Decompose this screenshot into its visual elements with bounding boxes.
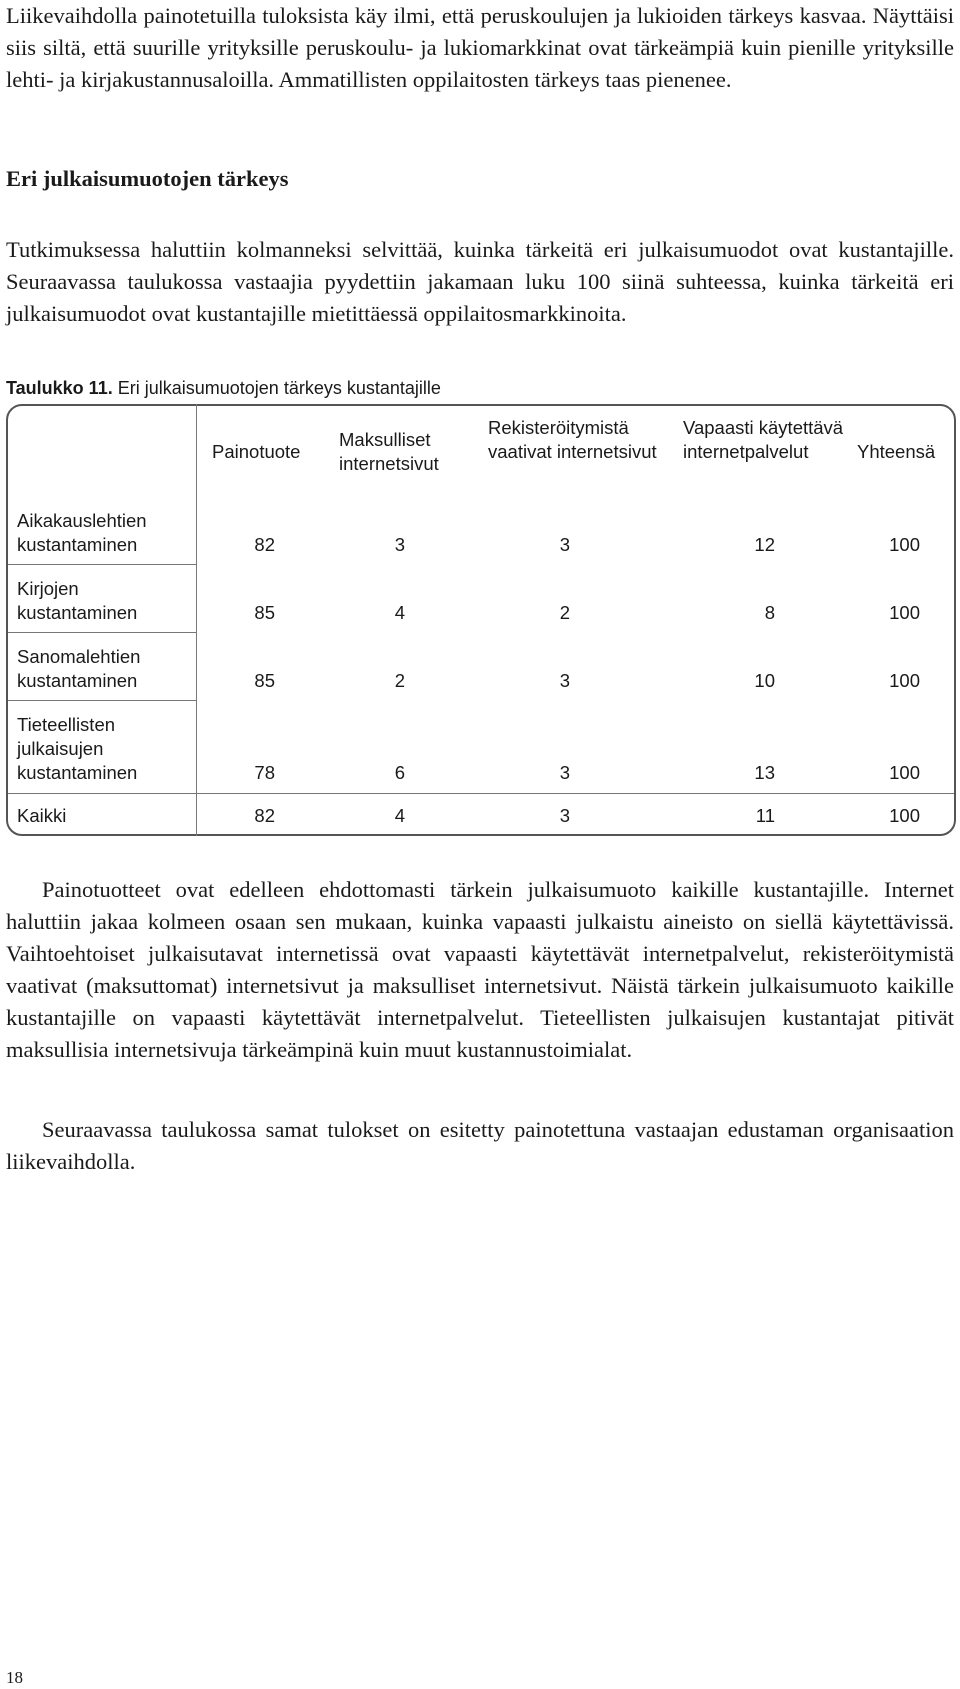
page-number: 18 [6,1668,23,1687]
column-header-yhteensa: Yhteensä [857,441,936,462]
table-cell: 85 [254,670,275,691]
table-cell: 3 [559,762,570,783]
table-divider [196,404,197,836]
total-row-divider [8,793,954,794]
table-cell: 78 [254,762,275,783]
table-cell: 3 [559,534,570,555]
intro-paragraph: Liikevaihdolla painotetuilla tuloksista käy ilmi, että peruskoulujen ja lukioiden tärkeys kasvaa. Näyttäisi siis siltä, että suurille yrityksille peruskoulu- ja lukiomarkkinat ovat tärkeämpiä kuin pienille yrityksille lehti- ja kirjakustannusaloilla. Ammatillisten oppilaitosten tärkeys taas pienenee. [6,3,954,92]
table-cell: 82 [254,805,275,826]
column-header-rekisteroitymista: Rekisteröitymistä vaativat internetsivut [488,417,657,462]
row-label-aikakauslehtien: Aikakauslehtien kustantaminen [17,510,147,555]
body-paragraph-2: Seuraavassa taulukossa samat tulokset on esitetty painotettuna vastaajan edustaman organisaation liikevaihdolla. [6,1117,954,1174]
table-cell: 100 [889,602,920,623]
row-label-kaikki: Kaikki [17,805,67,826]
table-cell: 3 [559,670,570,691]
table-cell: 11 [755,805,775,826]
column-header-painotuote: Painotuote [212,441,301,462]
table-cell: 100 [889,670,920,691]
table-caption-label: Taulukko 11. [6,378,113,398]
column-header-vapaasti: Vapaasti käytettävä internetpalvelut [683,417,844,462]
table-cell: 6 [394,762,405,783]
table-cell: 100 [889,762,920,783]
row-label-tieteellisten: Tieteellisten julkaisujen kustantaminen [17,714,138,783]
column-header-maksulliset: Maksulliset internetsivut [339,429,439,474]
row-divider [8,700,196,701]
table-cell: 100 [889,534,920,555]
section-paragraph: Tutkimuksessa haluttiin kolmanneksi selvittää, kuinka tärkeitä eri julkaisumuodot ovat kustantajille. Seuraavassa taulukossa vastaajia pyydettiin jakamaan luku 100 siinä suhteessa, kuinka tärkeitä eri julkaisumuodot ovat kustantajille mietittäessä oppilaitosmarkkinoita. [6,237,954,326]
section-heading: Eri julkaisumuotojen tärkeys [6,166,289,191]
table-cell: 4 [394,805,405,826]
table-cell: 12 [754,534,775,555]
table-cell: 3 [394,534,405,555]
table-cell: 13 [754,762,775,783]
row-label-sanomalehtien: Sanomalehtien kustantaminen [17,646,141,691]
row-divider [8,564,196,565]
table-caption [6,378,441,399]
table-cell: 2 [394,670,405,691]
table-cell: 100 [889,805,920,826]
table-cell: 4 [394,602,405,623]
row-divider [8,632,196,633]
table-cell: 85 [254,602,275,623]
table-cell: 3 [559,805,570,826]
table-cell: 10 [754,670,775,691]
table-cell: 8 [764,602,775,623]
row-label-kirjojen: Kirjojen kustantaminen [17,578,138,623]
table-cell: 82 [254,534,275,555]
table-caption-text: Eri julkaisumuotojen tärkeys kustantajille [117,378,441,398]
table-cell: 2 [559,602,570,623]
body-paragraph-1: Painotuotteet ovat edelleen ehdottomasti tärkein julkaisumuoto kaikille kustantajille. Internet haluttiin jakaa kolmeen osaan sen mukaan, kuinka vapaasti julkaistu aineisto on siellä käytettävissä. Vaihtoehtoiset julkaisutavat internetissä ovat vapaasti käytettävät internetpalvelut, rekisteröitymistä vaativat (maksuttomat) internetsivut ja maksulliset internetsivut. Näistä tärkein julkaisumuoto kaikille kustantajille on vapaasti käytettävät internetpalvelut. Tieteellisten julkaisujen kustantajat pitivät maksullisia internetsivuja tärkeämpinä kuin muut kustannustoimialat. [6,877,954,1062]
